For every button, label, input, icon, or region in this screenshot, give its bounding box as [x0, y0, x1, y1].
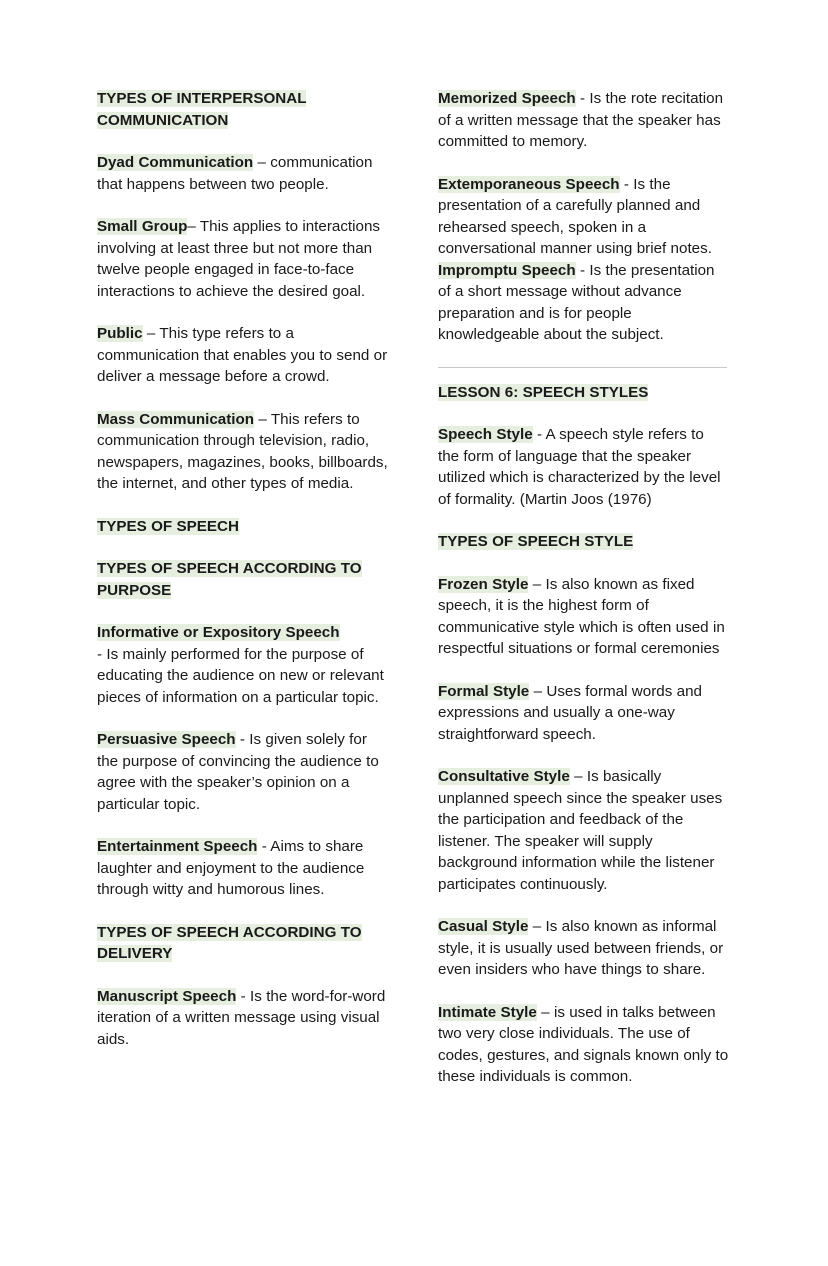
term-mass-communication: Mass Communication [97, 410, 255, 428]
two-column-layout [0, 88, 828, 1109]
paragraph-dyad-communication [97, 152, 392, 195]
term-extemporaneous-speech: Extemporaneous Speech [438, 175, 620, 193]
section-heading-types-of-interpersonal-communication [97, 88, 392, 131]
body-formal-style: – Uses formal words and expressions and usually a one-way straightforward speech. [438, 682, 702, 743]
term-informative-or-expository-speech: Informative or Expository Speech [97, 624, 340, 641]
left-column [0, 88, 392, 1071]
paragraph-formal-style [438, 681, 729, 746]
body-intimate-style: – is used in talks between two very close individuals. The use of codes, gestures, and signals known only to these individuals is common. [438, 1003, 729, 1085]
term-small-group: Small Group [97, 218, 188, 235]
paragraph-impromptu-speech [438, 260, 729, 346]
section-heading-types-of-speech [97, 516, 392, 538]
body-informative-or-expository-speech: - Is mainly performed for the purpose of educating the audience on new or relevant pieces of information on a particular topic. [97, 645, 384, 706]
paragraph-consultative-style [438, 766, 729, 895]
paragraph-informative-or-expository-speech [97, 622, 392, 708]
right-column [392, 88, 828, 1109]
body-mass-communication: – This refers to communication through television, radio, newspapers, magazines, books, billboards, the internet, and other types of media. [97, 410, 388, 492]
term-entertainment-speech: Entertainment Speech [97, 838, 258, 855]
term-casual-style: Casual Style [438, 918, 529, 935]
body-extemporaneous-speech: - Is the presentation of a carefully planned and rehearsed speech, spoken in a conversational manner using brief notes. [438, 175, 712, 257]
heading-highlight: LESSON 6: SPEECH STYLES [438, 383, 649, 401]
term-dyad-communication: Dyad Communication [97, 154, 254, 171]
paragraph-public [97, 323, 392, 388]
term-formal-style: Formal Style [438, 682, 530, 700]
body-frozen-style: – Is also known as fixed speech, it is the highest form of communicative style which is often used in respectful situations or formal ceremonies [438, 575, 725, 657]
body-manuscript-speech: - Is the word-for-word iteration of a written message using visual aids. [97, 987, 386, 1048]
term-speech-style: Speech Style [438, 426, 533, 443]
paragraph-intimate-style [438, 1002, 729, 1088]
paragraph-small-group [97, 216, 392, 302]
term-impromptu-speech: Impromptu Speech [438, 261, 576, 279]
heading-highlight: TYPES OF SPEECH ACCORDING TO DELIVERY [97, 923, 362, 962]
paragraph-casual-style [438, 916, 729, 981]
section-heading-lesson-6-speech-styles [438, 382, 729, 404]
section-heading-types-of-speech-according-to-purpose [97, 558, 392, 601]
body-speech-style: - A speech style refers to the form of language that the speaker utilized which is characterized by the level of formality. (Martin Joos (1976) [438, 426, 721, 508]
body-small-group: – This applies to interactions involving at least three but not more than twelve people engaged in face-to-face interactions to achieve the desired goal. [97, 218, 381, 300]
paragraph-mass-communication [97, 409, 392, 495]
term-frozen-style: Frozen Style [438, 575, 529, 593]
section-divider [438, 367, 727, 368]
paragraph-manuscript-speech [97, 986, 392, 1051]
body-impromptu-speech: - Is the presentation of a short message without advance preparation and is for people knowledgeable about the subject. [438, 261, 715, 343]
paragraph-extemporaneous-speech [438, 174, 729, 260]
term-memorized-speech: Memorized Speech [438, 90, 576, 107]
heading-highlight: TYPES OF SPEECH [97, 517, 239, 535]
heading-highlight: TYPES OF INTERPERSONAL COMMUNICATION [97, 90, 307, 129]
term-public: Public [97, 325, 143, 342]
body-entertainment-speech: - Aims to share laughter and enjoyment to the audience through witty and humorous lines. [97, 838, 365, 898]
term-intimate-style: Intimate Style [438, 1003, 537, 1021]
body-memorized-speech: - Is the rote recitation of a written message that the speaker has committed to memory. [438, 90, 724, 150]
body-dyad-communication: – communication that happens between two people. [97, 154, 373, 193]
body-persuasive-speech: - Is given solely for the purpose of convincing the audience to agree with the speaker’s opinion on a particular topic. [97, 731, 379, 813]
paragraph-memorized-speech [438, 88, 729, 153]
paragraph-entertainment-speech [97, 836, 392, 901]
body-casual-style: – Is also known as informal style, it is usually used between friends, or even insiders who have things to share. [438, 918, 724, 978]
term-persuasive-speech: Persuasive Speech [97, 731, 236, 748]
term-manuscript-speech: Manuscript Speech [97, 987, 237, 1005]
section-heading-types-of-speech-according-to-delivery [97, 922, 392, 965]
heading-highlight: TYPES OF SPEECH ACCORDING TO PURPOSE [97, 560, 362, 599]
heading-highlight: TYPES OF SPEECH STYLE [438, 533, 634, 550]
term-consultative-style: Consultative Style [438, 768, 570, 785]
section-heading-types-of-speech-style [438, 531, 729, 553]
paragraph-frozen-style [438, 574, 729, 660]
body-public: – This type refers to a communication that enables you to send or deliver a message before a crowd. [97, 325, 388, 385]
body-consultative-style: – Is basically unplanned speech since the speaker uses the participation and feedback of the listener. The speaker will supply background information while the listener participates continuously. [438, 768, 723, 893]
paragraph-persuasive-speech [97, 729, 392, 815]
paragraph-speech-style [438, 424, 729, 510]
